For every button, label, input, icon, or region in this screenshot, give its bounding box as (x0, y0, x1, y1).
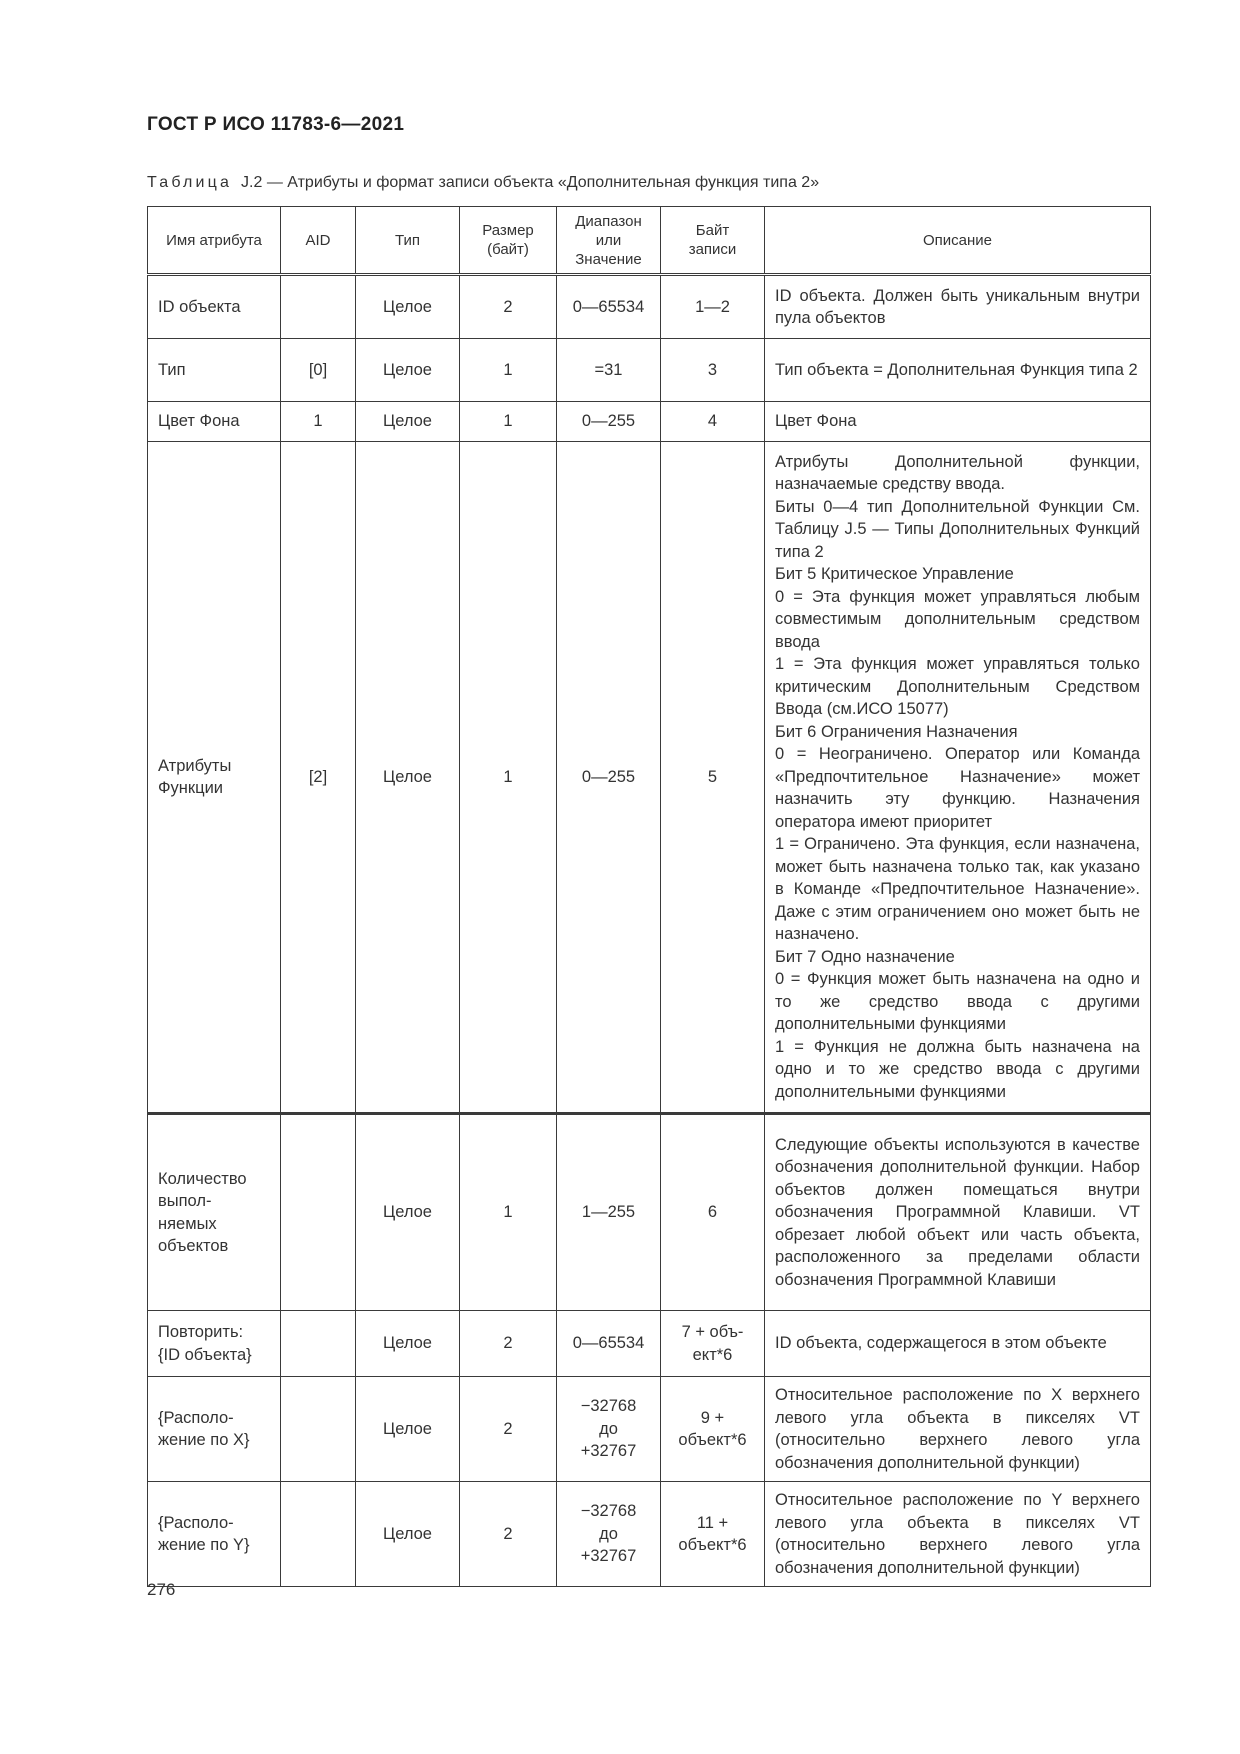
cell-range: 0—255 (557, 402, 661, 442)
header-range (557, 207, 661, 275)
cell-byte-line: 9 + (700, 1408, 725, 1427)
cell-type: Целое (356, 1482, 460, 1587)
cell-name-line: {ID объекта} (158, 1345, 252, 1364)
attributes-table (147, 206, 1151, 1587)
description-paragraph: 0 = Эта функция может управляться любым совместимым дополнительным средством ввода (775, 587, 1140, 651)
cell-size: 2 (460, 275, 557, 339)
header-type: Тип (356, 207, 460, 275)
cell-aid (281, 275, 356, 339)
cell-byte-line: ект*6 (692, 1345, 733, 1364)
header-size-line2: (байт) (487, 241, 529, 258)
cell-name: Тип (148, 339, 281, 402)
cell-range: 0—65534 (557, 275, 661, 339)
cell-aid (281, 1377, 356, 1482)
description-paragraph: 1 = Функция не должна быть назначена на одно и то же средство ввода с другими дополнительными функциями (775, 1037, 1140, 1101)
cell-name-line: Функции (158, 779, 224, 797)
table-caption (147, 174, 819, 192)
header-size (460, 207, 557, 275)
table-row (148, 442, 1151, 1114)
cell-aid: [2] (281, 442, 356, 1114)
cell-name (148, 1114, 281, 1311)
description-paragraph: Атрибуты Дополнительной функции, назначаемые средству ввода. (775, 452, 1140, 494)
description-paragraph: 0 = Неограничено. Оператор или Команда «Предпочтительное Назначение» может назначить эту функцию. Назначения оператора имеют приоритет (775, 745, 1140, 831)
header-range-line3: Значение (575, 250, 642, 268)
description-paragraph: Бит 7 Одно назначение (775, 947, 955, 966)
cell-description: Тип объекта = Дополнительная Функция типа 2 (765, 339, 1151, 402)
description-paragraph: 0 = Функция может быть назначена на одно и то же средство ввода с другими дополнительными функциями (775, 970, 1140, 1034)
cell-type: Целое (356, 1377, 460, 1482)
header-range-line2: или (595, 231, 622, 249)
cell-description: Цвет Фона (765, 402, 1151, 442)
description-paragraph: Биты 0—4 тип Дополнительной Функции См. Таблицу J.5 — Типы Дополнительных Функций типа 2 (775, 497, 1140, 561)
cell-name-line: {Располо- (158, 1408, 234, 1427)
cell-byte (661, 1377, 765, 1482)
header-range-line1: Диапазон (575, 212, 642, 230)
page-number: 276 (147, 1580, 176, 1599)
cell-name-line: Количество (158, 1169, 247, 1188)
cell-name-line: Атрибуты (158, 756, 232, 775)
table-row (148, 339, 1151, 402)
cell-range-line: −32768 (580, 1502, 637, 1521)
cell-range: 1—255 (557, 1114, 661, 1311)
description-paragraph: 1 = Ограничено. Эта функция, если назначена, может быть назначена только так, как указано в Команде «Предпочтительное Назначение». Даже с этим ограничением оно может быть не назначено. (775, 835, 1140, 944)
table-row (148, 1114, 1151, 1311)
cell-description: ID объекта. Должен быть уникальным внутри пула объектов (765, 275, 1151, 339)
cell-name-line: жение по Y} (158, 1536, 250, 1554)
cell-size: 1 (460, 339, 557, 402)
cell-byte-line: объект*6 (678, 1536, 747, 1554)
description-paragraph: Бит 6 Ограничения Назначения (775, 722, 1018, 741)
header-byte-line2: записи (688, 241, 737, 258)
cell-name: ID объекта (148, 275, 281, 339)
cell-aid (281, 1114, 356, 1311)
cell-range-line: до (599, 1524, 618, 1543)
cell-range (557, 1377, 661, 1482)
cell-byte: 6 (661, 1114, 765, 1311)
cell-size: 2 (460, 1482, 557, 1587)
cell-type: Целое (356, 402, 460, 442)
cell-name-line: жение по X} (158, 1431, 250, 1449)
cell-name-line: {Располо- (158, 1513, 234, 1532)
cell-name-line: Повторить: (158, 1323, 244, 1341)
cell-size: 1 (460, 1114, 557, 1311)
header-byte-line1: Байт (695, 222, 730, 239)
cell-size: 2 (460, 1377, 557, 1482)
table-row (148, 1311, 1151, 1377)
cell-byte: 3 (661, 339, 765, 402)
description-paragraph: Бит 5 Критическое Управление (775, 565, 1014, 584)
cell-range: 0—255 (557, 442, 661, 1114)
cell-name-line: объектов (158, 1237, 229, 1255)
cell-description: Относительное расположение по X верхнего левого угла объекта в пикселях VT (относительно верхнего левого угла обозначения дополнительной функции) (765, 1377, 1151, 1482)
table-row (148, 1377, 1151, 1482)
cell-type: Целое (356, 1114, 460, 1311)
cell-description: Следующие объекты используются в качестве обозначения дополнительной функции. Набор объектов должен помещаться внутри обозначения Программной Клавиши. VT обрезает любой объект или часть объекта, расположенного за пределами области обозначения Программной Клавиши (765, 1114, 1151, 1311)
cell-range-line: +32767 (580, 1442, 637, 1461)
table-row (148, 402, 1151, 442)
cell-description (765, 442, 1151, 1114)
cell-aid: 1 (281, 402, 356, 442)
cell-byte: 1—2 (661, 275, 765, 339)
standard-title: ГОСТ Р ИСО 11783-6—2021 (147, 114, 405, 135)
cell-byte (661, 1482, 765, 1587)
cell-byte-line: 11 + (696, 1513, 729, 1532)
cell-type: Целое (356, 275, 460, 339)
cell-aid (281, 1482, 356, 1587)
cell-name (148, 1311, 281, 1377)
table-caption-prefix: Таблица (147, 174, 233, 191)
table-header-row (148, 207, 1151, 275)
cell-type: Целое (356, 1311, 460, 1377)
cell-aid: [0] (281, 339, 356, 402)
header-size-line1: Размер (482, 222, 534, 239)
table-row (148, 1482, 1151, 1587)
table-row (148, 275, 1151, 339)
cell-name-line: выпол- (158, 1192, 212, 1210)
cell-type: Целое (356, 339, 460, 402)
description-paragraph: 1 = Эта функция может управляться только критическим Дополнительным Средством Ввода (см.ИСО 15077) (775, 655, 1140, 719)
cell-description: ID объекта, содержащегося в этом объекте (765, 1311, 1151, 1377)
cell-name (148, 1377, 281, 1482)
cell-description: Относительное расположение по Y верхнего левого угла объекта в пикселях VT (относительно верхнего левого угла обозначения дополнительной функции) (765, 1482, 1151, 1587)
header-aid: AID (281, 207, 356, 275)
header-description: Описание (765, 207, 1151, 275)
cell-range-line: до (599, 1419, 618, 1438)
header-attribute-name: Имя атрибута (148, 207, 281, 275)
cell-aid (281, 1311, 356, 1377)
cell-name (148, 1482, 281, 1587)
cell-byte-line: объект*6 (678, 1431, 747, 1449)
cell-byte: 4 (661, 402, 765, 442)
cell-byte (661, 1311, 765, 1377)
header-record-byte (661, 207, 765, 275)
cell-size: 1 (460, 442, 557, 1114)
cell-range-line: +32767 (580, 1547, 637, 1566)
cell-size: 1 (460, 402, 557, 442)
cell-name (148, 442, 281, 1114)
cell-type: Целое (356, 442, 460, 1114)
cell-range: =31 (557, 339, 661, 402)
cell-size: 2 (460, 1311, 557, 1377)
cell-name: Цвет Фона (148, 402, 281, 442)
cell-byte: 5 (661, 442, 765, 1114)
cell-range: 0—65534 (557, 1311, 661, 1377)
table-caption-text: J.2 — Атрибуты и формат записи объекта «Дополнительная функция типа 2» (241, 174, 820, 191)
cell-range-line: −32768 (580, 1397, 637, 1416)
cell-range (557, 1482, 661, 1587)
cell-byte-line: 7 + объ- (681, 1323, 744, 1341)
cell-name-line: няемых (158, 1214, 217, 1233)
